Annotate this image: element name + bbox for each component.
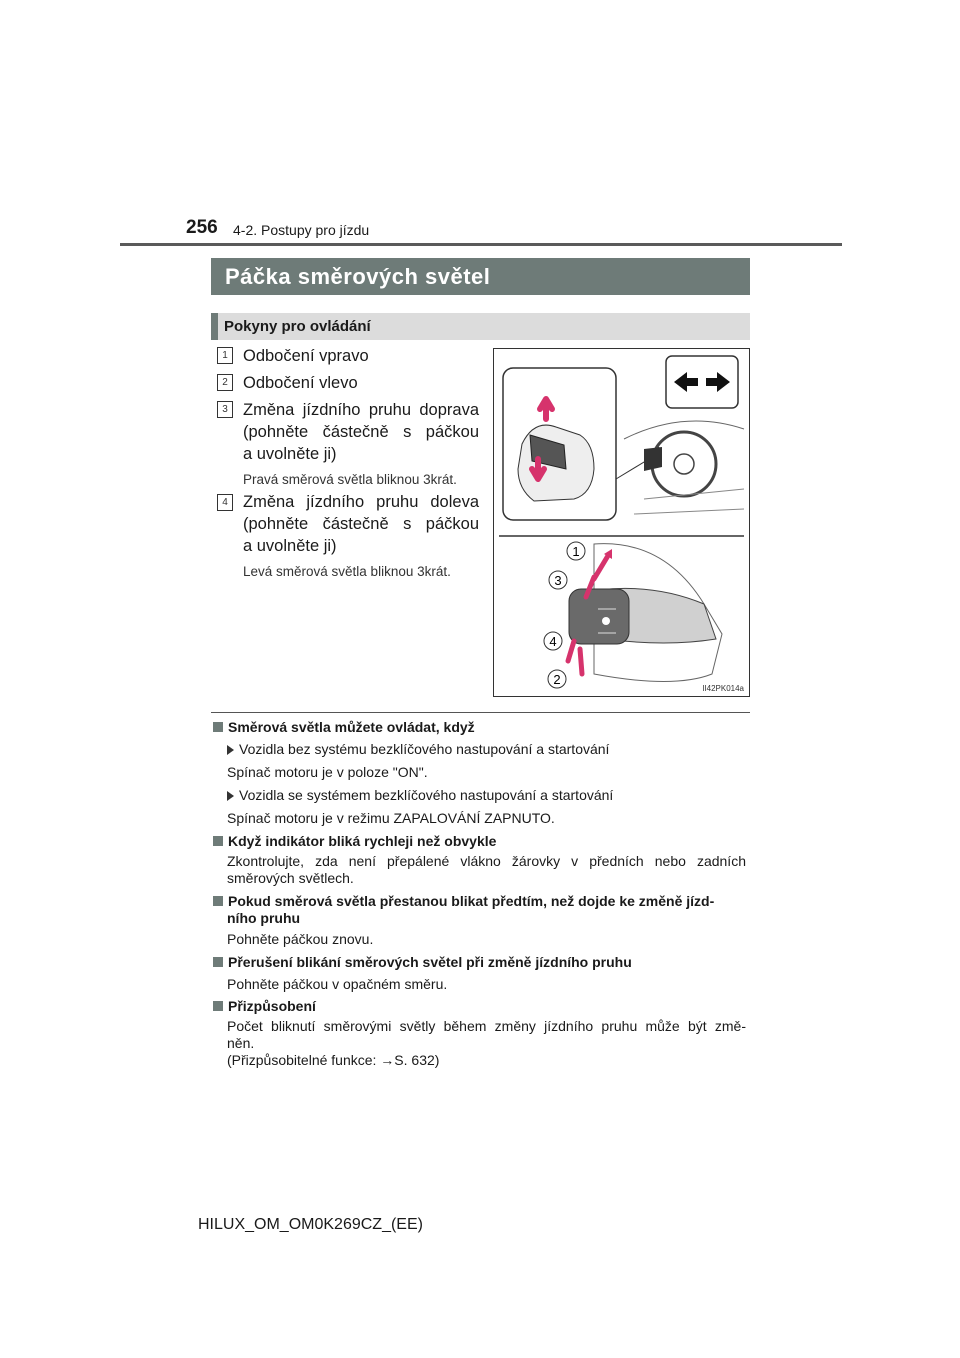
bullet-triangle-icon — [227, 745, 234, 755]
figure-illustration — [494, 349, 749, 696]
light-symbol-icon — [602, 617, 610, 625]
note-text-2-line-2: směrových světlech. — [227, 870, 354, 886]
callout-label-1: 1 — [572, 544, 580, 559]
note-text-5-line-3: (Přizpůsobitelné funkce: →S. 632) — [227, 1052, 440, 1068]
step-note-3: Pravá směrová světla bliknou 3krát. — [243, 472, 457, 487]
figure-code: II42PK014a — [702, 684, 744, 693]
note-heading-5: Přizpůsobení — [213, 998, 316, 1014]
section-title: Páčka směrových světel — [225, 264, 491, 289]
note-text-5-line-1: Počet bliknutí směrovými světly během změny jízdního pruhu může být změ- — [227, 1018, 746, 1034]
section-title-bar — [211, 258, 750, 295]
turn-signal-lever-figure — [493, 348, 750, 697]
document-footer-code: HILUX_OM_OM0K269CZ_(EE) — [198, 1216, 423, 1233]
note-bullet-1: Vozidla bez systému bezklíčového nastupování a startování — [227, 741, 609, 758]
step-text-2: Odbočení vlevo — [243, 374, 358, 392]
note-heading-3-line-1: Pokud směrová světla přestanou blikat předtím, než dojde ke změně jízd- — [213, 893, 750, 909]
step-text-1: Odbočení vpravo — [243, 347, 369, 365]
section-separator — [211, 712, 750, 713]
callout-arrow-4 — [568, 641, 574, 661]
step-text-3-line-3: a uvolněte ji) — [243, 445, 337, 463]
step-number-2: 2 — [217, 374, 233, 391]
dashboard-line — [624, 421, 744, 439]
lever-highlight — [644, 447, 662, 471]
note-heading-2: Když indikátor bliká rychleji než obvykle — [213, 833, 496, 849]
note-text-4: Pohněte páčkou v opačném směru. — [227, 976, 448, 992]
page-number: 256 — [186, 217, 218, 238]
step-number-3: 3 — [217, 401, 233, 418]
step-text-4-line-3: a uvolněte ji) — [243, 537, 337, 555]
note-heading-1: Směrová světla můžete ovládat, když — [213, 719, 475, 735]
bullet-triangle-icon — [227, 791, 234, 801]
note-text-3: Pohněte páčkou znovu. — [227, 931, 374, 947]
header-rule — [120, 243, 842, 246]
callout-arrow-2 — [580, 649, 582, 674]
note-heading-3-line-2: ního pruhu — [227, 910, 301, 926]
callout-label-2: 2 — [553, 672, 561, 687]
step-note-4: Levá směrová světla bliknou 3krát. — [243, 564, 451, 579]
subsection-marker — [211, 313, 218, 340]
callout-label-3: 3 — [554, 573, 562, 588]
note-text-1a: Spínač motoru je v poloze "ON". — [227, 764, 428, 780]
note-heading-4: Přerušení blikání směrových světel při změně jízdního pruhu — [213, 954, 632, 970]
callout-label-4: 4 — [549, 634, 557, 649]
subsection-bar — [211, 313, 750, 340]
note-bullet-2: Vozidla se systémem bezklíčového nastupování a startování — [227, 787, 613, 804]
step-number-1: 1 — [217, 347, 233, 364]
section-reference: 4-2. Postupy pro jízdu — [233, 222, 370, 238]
step-text-3-line-1: Změna jízdního pruhu doprava — [243, 401, 479, 419]
note-text-5-line-2: něn. — [227, 1035, 255, 1051]
note-text-1b: Spínač motoru je v režimu ZAPALOVÁNÍ ZAPNUTO. — [227, 810, 555, 826]
step-text-4-line-2: (pohněte částečně s páčkou — [243, 515, 479, 533]
step-text-4-line-1: Změna jízdního pruhu doleva — [243, 493, 479, 511]
note-marker — [213, 722, 223, 732]
step-number-4: 4 — [217, 494, 233, 511]
subsection-title: Pokyny pro ovládání — [224, 318, 371, 335]
note-text-2-line-1: Zkontrolujte, zda není přepálené vlákno žárovky v předních nebo zadních — [227, 853, 746, 869]
lever-knob-icon — [569, 589, 629, 644]
step-text-3-line-2: (pohněte částečně s páčkou — [243, 423, 479, 441]
